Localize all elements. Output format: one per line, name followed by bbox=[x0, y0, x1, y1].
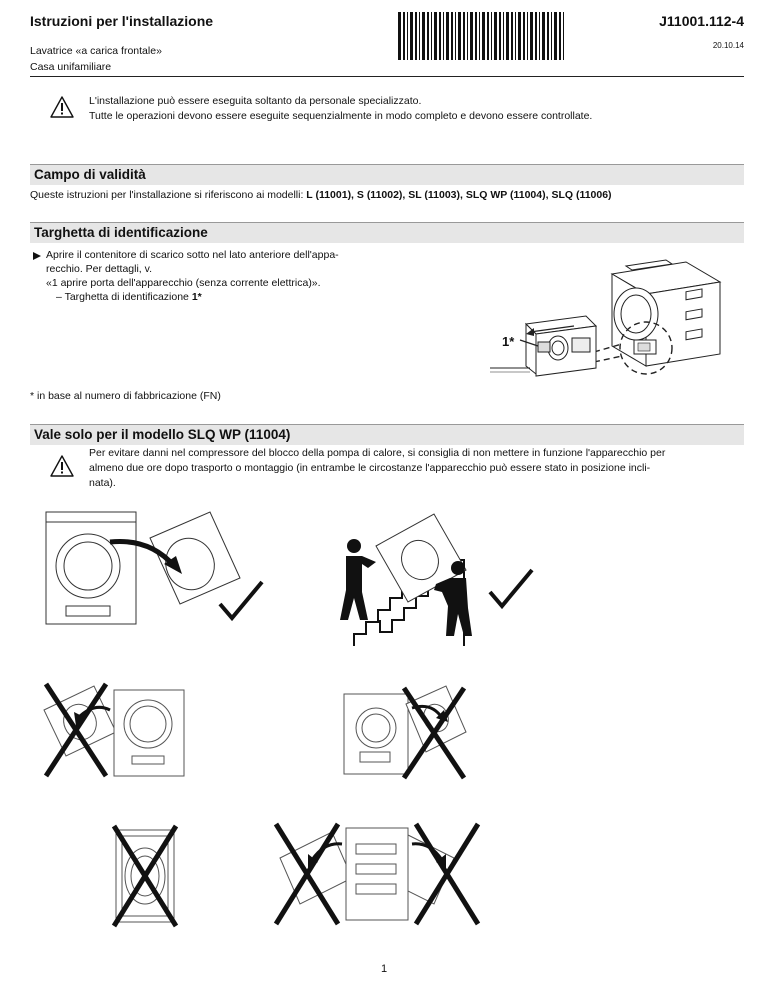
stairs-carry-illustration bbox=[340, 510, 500, 650]
document-date: 20.10.14 bbox=[712, 41, 744, 50]
validity-text bbox=[30, 188, 612, 202]
model-l: L bbox=[306, 189, 313, 201]
wp-warning-line-2: almeno due ore dopo trasporto o montaggio (in entrambe le circostanze l'apparecchio può essere stato in posizione incli- bbox=[89, 462, 651, 474]
plate-sub-step-ref: 1* bbox=[191, 291, 202, 303]
check-icon-tilt bbox=[218, 580, 264, 622]
plate-step-line-3: «1 aprire porta dell'apparecchio (senza corrente elettrica)». bbox=[46, 277, 321, 289]
tilt-wrong-left-illustration bbox=[40, 680, 190, 780]
section-validity-header bbox=[30, 164, 744, 185]
product-type: Lavatrice «a carica frontale» bbox=[30, 45, 162, 57]
washer-plate-illustration bbox=[486, 244, 722, 384]
plate-footnote: * in base al numero di fabbricazione (FN) bbox=[30, 390, 221, 402]
validity-prefix: Queste istruzioni per l'installazione si riferiscono ai modelli: bbox=[30, 189, 307, 201]
section-wp-header bbox=[30, 424, 744, 445]
warning-icon bbox=[50, 96, 74, 118]
lying-wrong-illustration bbox=[108, 820, 182, 930]
section-validity-title: Campo di validità bbox=[34, 167, 146, 182]
header-divider bbox=[30, 76, 744, 77]
wp-warning-line-1: Per evitare danni nel compressore del blocco della pompa di calore, si consiglia di non mettere in funzione l'apparecchio per bbox=[89, 447, 666, 459]
document-code: J11001.112-4 bbox=[659, 13, 744, 29]
section-plate-title: Targhetta di identificazione bbox=[34, 225, 208, 240]
wp-warning-line-3: nata). bbox=[89, 477, 116, 489]
warning-line-1: L'installazione può essere eseguita soltanto da personale specializzato. bbox=[89, 95, 422, 107]
page-number: 1 bbox=[380, 963, 388, 975]
plate-step-line-2: recchio. Per dettagli, v. bbox=[46, 263, 153, 275]
plate-step-line-1: Aprire il contenitore di scarico sotto nel lato anteriore dell'appa- bbox=[46, 249, 339, 261]
tilt-wrong-right-illustration bbox=[340, 680, 470, 780]
plate-sub-step bbox=[56, 290, 202, 304]
step-bullet-icon bbox=[33, 252, 41, 260]
barcode bbox=[396, 12, 566, 60]
warning-line-2: Tutte le operazioni devono essere eseguite sequenzialmente in modo completo e devono essere controllate. bbox=[89, 110, 593, 122]
section-plate-header bbox=[30, 222, 744, 243]
warning-icon-wp bbox=[50, 455, 74, 477]
section-wp-title: Vale solo per il modello SLQ WP (11004) bbox=[34, 427, 291, 442]
document-title: Istruzioni per l'installazione bbox=[30, 13, 214, 29]
plate-callout: 1* bbox=[502, 334, 515, 349]
model-list: (11001), S (11002), SL (11003), SLQ WP (11004), SLQ (11006) bbox=[312, 189, 612, 201]
check-icon-stairs bbox=[488, 568, 534, 610]
plate-sub-step-text: – Targhetta di identificazione bbox=[56, 291, 192, 303]
tilt-wrong-both-illustration bbox=[272, 818, 482, 928]
installation-context: Casa unifamiliare bbox=[30, 61, 112, 73]
